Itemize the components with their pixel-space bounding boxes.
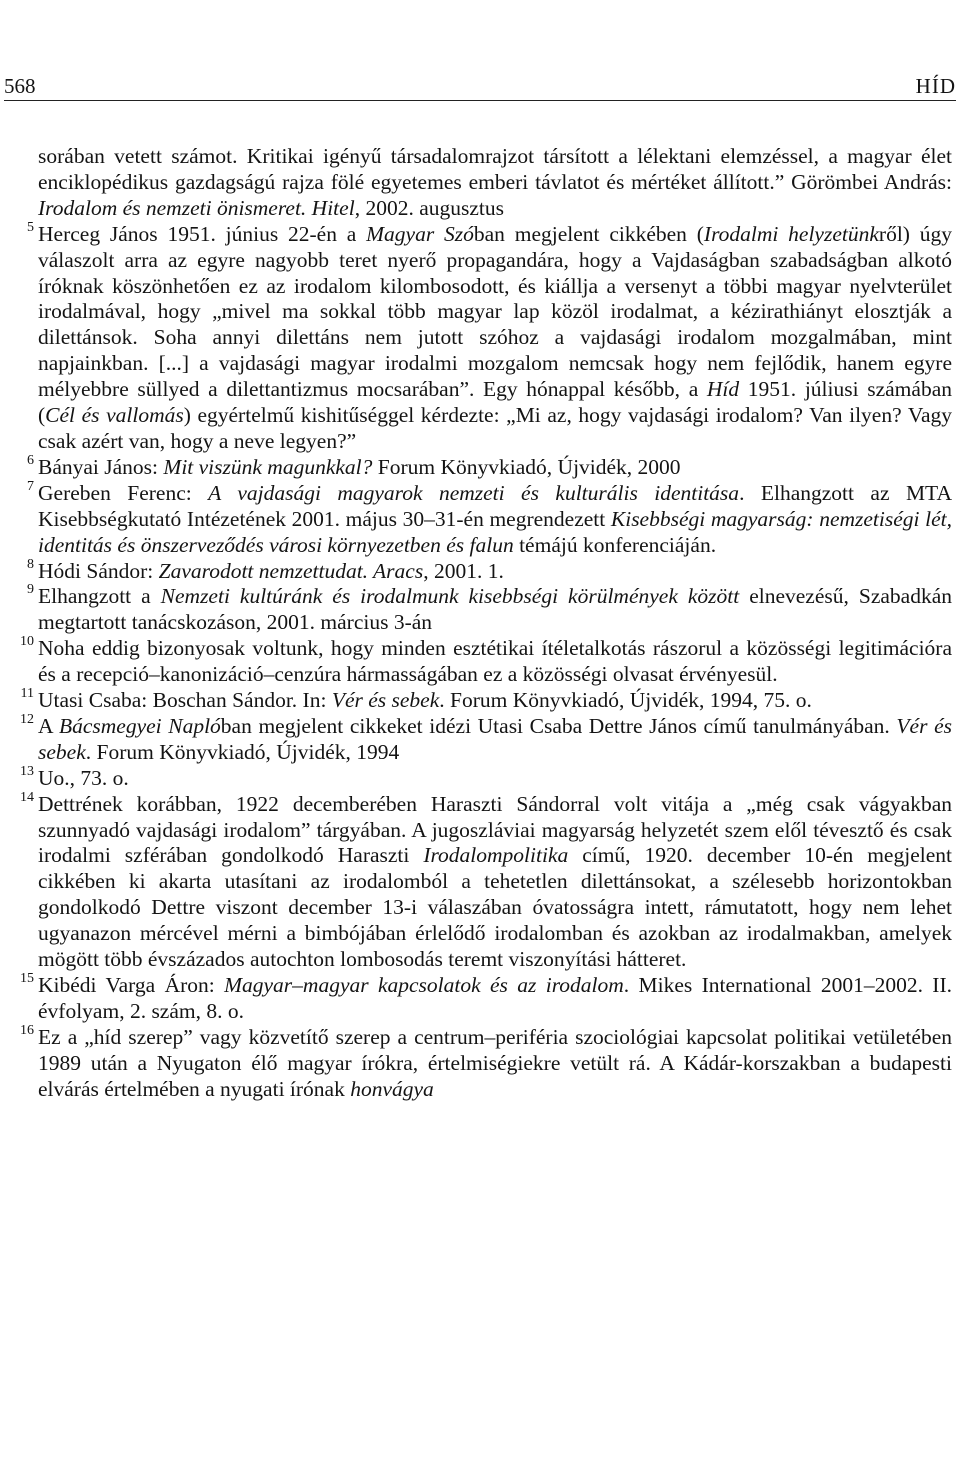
footnote-15: 15 Kibédi Varga Áron: Magyar–magyar kapcsolatok és az irodalom. Mikes International 2001–2002. II. évfolyam, 2. szám, 8. o.: [38, 973, 952, 1025]
footnote-marker: 8: [27, 556, 34, 572]
footnote-continuation: sorában vetett számot. Kritikai igényű társadalomrajzot társított a lélektani elemzéssel, a magyar élet enciklopédikus gazdagságú rajza fölé egyetemes emberi távlatot és mértéket állított.” Görömbei András: Irodalom és nemzeti önismeret. Hitel, 2002. augusztus: [38, 144, 952, 220]
footnote-marker: 6: [27, 452, 34, 468]
footnote-marker: 13: [20, 763, 34, 779]
footnote-13: 13 Uo., 73. o.: [38, 766, 952, 792]
footnote-marker: 10: [20, 634, 34, 650]
footnote-marker: 9: [27, 582, 34, 598]
footnote-16: 16 Ez a „híd szerep” vagy közvetítő szerep a centrum–periféria szociológiai kapcsolat politikai vetületében 1989 után a Nyugaton élő magyar írókra, értelmiségiekre vetült rá. A Kádár-korszakban a budapesti elvárás értelmében a nyugati írónak honvágya: [38, 1025, 952, 1103]
journal-title: HÍD: [915, 74, 956, 98]
footnote-10: 10 Noha eddig bizonyosak voltunk, hogy minden esztétikai ítéletalkotás rászorul a közösségi legitimációra és a recepció–kanonizáció–cenzúra hármasságában ez a közösségi olvasat érvényesül.: [38, 636, 952, 688]
running-header: [4, 70, 956, 101]
footnote-9: 9 Elhangzott a Nemzeti kultúránk és irodalmunk kisebbségi körülmények között elnevezésű, Szabadkán megtartott tanácskozáson, 2001. március 3-án: [38, 584, 952, 636]
footnote-marker: 12: [20, 711, 34, 727]
footnote-marker: 5: [27, 219, 34, 235]
footnote-8: 8 Hódi Sándor: Zavarodott nemzettudat. Aracs, 2001. 1.: [38, 559, 952, 585]
footnote-6: 6 Bányai János: Mit viszünk magunkkal? Forum Könyvkiadó, Újvidék, 2000: [38, 455, 952, 481]
footnote-marker: 15: [20, 971, 34, 986]
page-number: 568: [4, 74, 36, 98]
footnote-marker: 14: [20, 789, 34, 805]
footnote-7: 7 Gereben Ferenc: A vajdasági magyarok nemzeti és kulturális identitása. Elhangzott az MTA Kisebbségkutató Intézetének 2001. május 30–31-én megrendezett Kisebbségi magyarság: nemzetiségi lét, identitás és önszerveződés városi környezetben és falun témájú konferenciáján.: [38, 481, 952, 559]
footnote-11: 11 Utasi Csaba: Boschan Sándor. In: Vér és sebek. Forum Könyvkiadó, Újvidék, 1994, 75. o.: [38, 688, 952, 714]
footnote-marker: 7: [27, 478, 34, 494]
footnote-5: 5 Herceg János 1951. június 22-én a Magyar Szóban megjelent cikkében (Irodalmi helyzetünkről) úgy válaszolt arra az egyre nagyobb teret nyerő propagandára, hogy a Vajdaságban szabadságban alkotó íróknak köszönhetően ez az irodalom kilombosodott, és kiállja a versenyt a többi magyar nyelvterület irodalmával, hogy „mivel ma sokkal több magyar lap közöl irodalmat, a kézirathiányt elosztják a dilettánsok. Soha annyi dilettáns nem jutott szóhoz a vajdasági irodalom mozgalmában, mint napjainkban. [...] a vajdasági magyar irodalmi mozgalom nemcsak hogy nem fejlődik, hanem egyre mélyebbre süllyed a dilettantizmus mocsarában”. Egy hónappal később, a Híd 1951. júliusi számában (Cél és vallomás) egyértelmű kishitűséggel kérdezte: „Mi az, hogy vajdasági irodalom? Van ilyen? Vagy csak azért van, hogy a neve legyen?”: [38, 222, 952, 455]
footnote-marker: 16: [20, 1022, 34, 1038]
footnote-marker: 11: [20, 686, 34, 702]
footnote-14: 14 Dettrének korábban, 1922 decemberében Haraszti Sándorral volt vitája a „még csak vágyakban szunnyadó vajdasági irodalom” tárgyában. A jugoszláviai magyarság helyzetét szem elől tévesztő és csak irodalmi szférában gondolkodó Haraszti Irodalompolitika című, 1920. december 10-én megjelent cikkében ki akarta utasítani az irodalomból a tehetetlen dilettánsokat, a szélesebb horizontokban gondolkodó Dettre viszont december 13-i válaszában óvatosságra intett, rámutatott, hogy nem lehet ugyanazon mércével mérni a bimbójában érlelődő irodalomban és azokban az irodalmakban, amelyek mögött több évszázados autochton lombosodás teremt viszonyítási hátteret.: [38, 792, 952, 973]
footnotes: [20, 144, 953, 1103]
footnote-12: 12 A Bácsmegyei Naplóban megjelent cikkeket idézi Utasi Csaba Dettre János című tanulmányában. Vér és sebek. Forum Könyvkiadó, Újvidék, 1994: [38, 714, 952, 766]
